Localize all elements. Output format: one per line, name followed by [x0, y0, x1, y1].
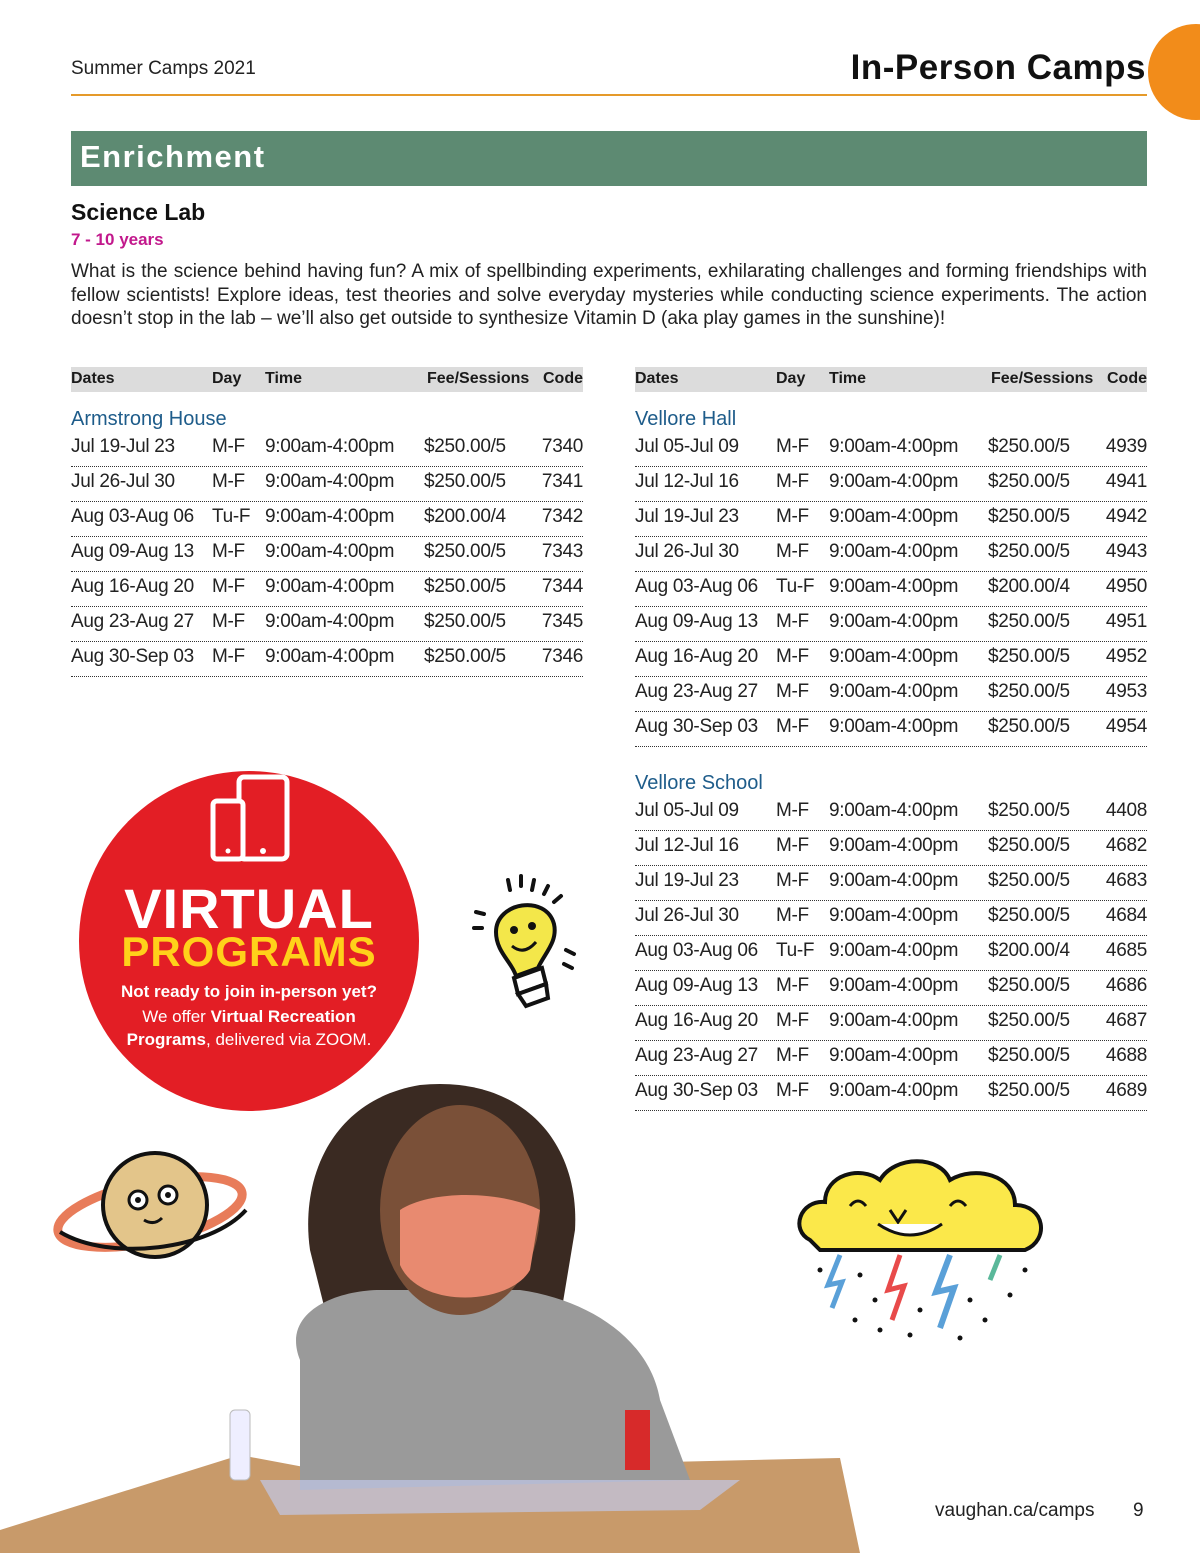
table-row: [635, 712, 1147, 747]
table-row: [635, 796, 1147, 831]
cell-time: 9:00am-4:00pm: [829, 1080, 959, 1101]
cell-time: 9:00am-4:00pm: [829, 940, 959, 961]
cell-dates: Jul 19-Jul 23: [635, 506, 739, 527]
camp-title: Science Lab: [71, 199, 206, 225]
header-title: Summer Camps 2021: [71, 58, 256, 79]
table-row: [635, 642, 1147, 677]
cell-code: 4952: [1105, 646, 1147, 667]
cell-code: 4942: [1105, 506, 1147, 527]
cell-fee: $250.00/5: [988, 800, 1070, 821]
cell-code: 4954: [1105, 716, 1147, 737]
cell-code: 4688: [1105, 1045, 1147, 1066]
table-row: [635, 831, 1147, 866]
cell-day: M-F: [776, 800, 809, 821]
cell-code: 4943: [1105, 541, 1147, 562]
cell-dates: Aug 03-Aug 06: [635, 940, 758, 961]
cell-day: M-F: [776, 681, 809, 702]
cell-fee: $250.00/5: [988, 975, 1070, 996]
header-fee: Fee/Sessions: [427, 370, 530, 387]
page-section-heading: In-Person Camps: [850, 48, 1146, 87]
header-dates: Dates: [71, 370, 115, 387]
header-divider: [71, 94, 1147, 96]
location-heading: Vellore Hall: [635, 408, 737, 430]
cell-code: 4950: [1105, 576, 1147, 597]
cell-code: 4687: [1105, 1010, 1147, 1031]
age-range: 7 - 10 years: [71, 230, 164, 249]
cell-dates: Aug 30-Sep 03: [71, 646, 194, 667]
cell-dates: Aug 23-Aug 27: [635, 1045, 758, 1066]
cell-time: 9:00am-4:00pm: [829, 1045, 959, 1066]
cell-day: M-F: [776, 905, 809, 926]
header-day: Day: [212, 370, 242, 387]
table-row: [71, 607, 583, 642]
cell-code: 4953: [1105, 681, 1147, 702]
section-banner: [71, 131, 1147, 186]
table-row: [635, 971, 1147, 1006]
cell-day: M-F: [776, 870, 809, 891]
cell-time: 9:00am-4:00pm: [829, 436, 959, 457]
cell-code: 4686: [1105, 975, 1147, 996]
cell-fee: $250.00/5: [424, 611, 506, 632]
header-code: Code: [1107, 370, 1147, 387]
header-day: Day: [776, 370, 806, 387]
cell-day: M-F: [776, 835, 809, 856]
cell-time: 9:00am-4:00pm: [829, 506, 959, 527]
header-time: Time: [265, 370, 303, 387]
cell-dates: Aug 09-Aug 13: [635, 611, 758, 632]
cell-day: M-F: [776, 975, 809, 996]
cell-fee: $250.00/5: [424, 471, 506, 492]
cell-fee: $250.00/5: [988, 1010, 1070, 1031]
cell-time: 9:00am-4:00pm: [829, 471, 959, 492]
table-row: [635, 537, 1147, 572]
cell-time: 9:00am-4:00pm: [829, 716, 959, 737]
virtual-question: Not ready to join in-person yet?: [121, 982, 377, 1001]
cell-time: 9:00am-4:00pm: [265, 436, 395, 457]
cell-time: 9:00am-4:00pm: [829, 611, 959, 632]
corner-tab-decoration: [1148, 24, 1200, 120]
cell-time: 9:00am-4:00pm: [829, 835, 959, 856]
location-heading: Armstrong House: [71, 408, 227, 430]
cell-fee: $250.00/5: [988, 541, 1070, 562]
cell-fee: $250.00/5: [988, 681, 1070, 702]
virtual-heading: VIRTUAL: [124, 877, 374, 940]
virtual-description: [109, 1005, 389, 1051]
cell-fee: $250.00/5: [988, 835, 1070, 856]
camp-description: What is the science behind having fun? A mix of spellbinding experiments, exhilarating challenges and forming friendships with fellow scientists! Explore ideas, test theories and solve everyday mysteries while conducting science experiments. The action doesn’t stop in the lab – we’ll also get outside to synthesize Vitamin D (aka play games in the sunshine)!: [71, 261, 1147, 329]
cell-time: 9:00am-4:00pm: [829, 646, 959, 667]
table-body: [635, 408, 1147, 1111]
cell-day: M-F: [212, 646, 245, 667]
child-photo: [0, 1060, 880, 1553]
cell-time: 9:00am-4:00pm: [829, 800, 959, 821]
cell-day: M-F: [776, 506, 809, 527]
cell-dates: Aug 23-Aug 27: [71, 611, 194, 632]
cell-day: M-F: [212, 611, 245, 632]
cell-day: Tu-F: [776, 940, 815, 961]
table-row: [71, 572, 583, 607]
header-code: Code: [543, 370, 583, 387]
cell-code: 4683: [1105, 870, 1147, 891]
cell-time: 9:00am-4:00pm: [829, 681, 959, 702]
schedule-table-right: [635, 367, 1147, 1111]
cell-time: 9:00am-4:00pm: [829, 975, 959, 996]
table-row: [71, 642, 583, 677]
cell-dates: Aug 30-Sep 03: [635, 1080, 758, 1101]
cell-day: M-F: [776, 541, 809, 562]
table-row: [635, 607, 1147, 642]
header-dates: Dates: [635, 370, 679, 387]
cell-time: 9:00am-4:00pm: [265, 646, 395, 667]
cell-fee: $250.00/5: [988, 646, 1070, 667]
tablet-phone-icon: [207, 771, 297, 871]
cell-fee: $250.00/5: [988, 611, 1070, 632]
table-header: [71, 367, 583, 392]
cell-time: 9:00am-4:00pm: [265, 541, 395, 562]
cell-code: 7341: [541, 471, 583, 492]
lightbulb-doodle: [466, 872, 586, 1022]
cell-dates: Jul 26-Jul 30: [635, 541, 739, 562]
virtual-text-a: We offer: [142, 1007, 211, 1026]
table-row: [71, 502, 583, 537]
cell-code: 4939: [1105, 436, 1147, 457]
cell-time: 9:00am-4:00pm: [829, 905, 959, 926]
cell-dates: Aug 16-Aug 20: [635, 646, 758, 667]
table-row: [635, 502, 1147, 537]
cell-time: 9:00am-4:00pm: [265, 506, 395, 527]
page-number: 9: [1133, 1500, 1144, 1521]
cell-code: 7340: [541, 436, 583, 457]
table-row: [635, 866, 1147, 901]
cell-dates: Aug 09-Aug 13: [71, 541, 194, 562]
virtual-text-c: , delivered via ZOOM.: [206, 1030, 372, 1049]
cell-fee: $250.00/5: [988, 1045, 1070, 1066]
cell-dates: Jul 12-Jul 16: [635, 835, 739, 856]
cell-fee: $200.00/4: [424, 506, 506, 527]
cell-code: 4689: [1105, 1080, 1147, 1101]
cell-dates: Aug 30-Sep 03: [635, 716, 758, 737]
cell-fee: $250.00/5: [988, 1080, 1070, 1101]
cell-code: 7346: [541, 646, 583, 667]
cell-code: 7343: [541, 541, 583, 562]
table-row: [71, 432, 583, 467]
footer-url-link[interactable]: vaughan.ca/camps: [935, 1500, 1095, 1521]
schedule-table-left: [71, 367, 583, 677]
cell-day: M-F: [212, 576, 245, 597]
cell-code: 4684: [1105, 905, 1147, 926]
cell-day: Tu-F: [212, 506, 251, 527]
cell-code: 4951: [1105, 611, 1147, 632]
table-row: [635, 677, 1147, 712]
cell-code: 4408: [1105, 800, 1147, 821]
cell-day: M-F: [776, 1080, 809, 1101]
table-row: [635, 936, 1147, 971]
table-body: [71, 408, 583, 677]
cell-dates: Aug 16-Aug 20: [635, 1010, 758, 1031]
cell-time: 9:00am-4:00pm: [265, 576, 395, 597]
virtual-text-b: Virtual Recreation Programs: [126, 1007, 356, 1049]
cell-fee: $250.00/5: [988, 436, 1070, 457]
cell-day: M-F: [776, 1010, 809, 1031]
cell-day: M-F: [776, 1045, 809, 1066]
cell-time: 9:00am-4:00pm: [829, 576, 959, 597]
programs-heading: PROGRAMS: [121, 928, 377, 975]
cell-dates: Aug 03-Aug 06: [71, 506, 194, 527]
cell-fee: $250.00/5: [424, 541, 506, 562]
cell-dates: Jul 12-Jul 16: [635, 471, 739, 492]
cell-code: 4685: [1105, 940, 1147, 961]
cell-code: 7345: [541, 611, 583, 632]
cell-day: M-F: [776, 611, 809, 632]
cell-day: M-F: [776, 646, 809, 667]
table-row: [635, 572, 1147, 607]
table-header: [635, 367, 1147, 392]
table-row: [71, 467, 583, 502]
table-row: [635, 1006, 1147, 1041]
cell-day: M-F: [776, 436, 809, 457]
cell-dates: Jul 05-Jul 09: [635, 436, 739, 457]
table-row: [71, 537, 583, 572]
table-row: [635, 432, 1147, 467]
cell-fee: $250.00/5: [988, 905, 1070, 926]
cell-code: 4682: [1105, 835, 1147, 856]
cell-dates: Jul 26-Jul 30: [71, 471, 175, 492]
cell-day: M-F: [212, 541, 245, 562]
cell-dates: Aug 09-Aug 13: [635, 975, 758, 996]
cell-time: 9:00am-4:00pm: [265, 471, 395, 492]
cell-dates: Aug 03-Aug 06: [635, 576, 758, 597]
header-fee: Fee/Sessions: [991, 370, 1094, 387]
cell-dates: Aug 16-Aug 20: [71, 576, 194, 597]
table-row: [635, 467, 1147, 502]
section-title: Enrichment: [80, 139, 266, 174]
cell-code: 7342: [541, 506, 583, 527]
cell-time: 9:00am-4:00pm: [829, 1010, 959, 1031]
cell-day: M-F: [212, 471, 245, 492]
cell-fee: $250.00/5: [988, 506, 1070, 527]
cell-dates: Jul 19-Jul 23: [71, 436, 175, 457]
cell-day: M-F: [212, 436, 245, 457]
cell-time: 9:00am-4:00pm: [829, 870, 959, 891]
location-heading: Vellore School: [635, 772, 763, 794]
cell-code: 4941: [1105, 471, 1147, 492]
cell-fee: $250.00/5: [988, 716, 1070, 737]
cell-day: Tu-F: [776, 576, 815, 597]
cell-code: 7344: [541, 576, 583, 597]
table-row: [635, 901, 1147, 936]
cell-dates: Jul 19-Jul 23: [635, 870, 739, 891]
cell-dates: Jul 05-Jul 09: [635, 800, 739, 821]
cell-fee: $250.00/5: [424, 646, 506, 667]
cell-day: M-F: [776, 471, 809, 492]
cell-fee: $250.00/5: [988, 870, 1070, 891]
cell-time: 9:00am-4:00pm: [829, 541, 959, 562]
cell-fee: $200.00/4: [988, 940, 1070, 961]
cell-dates: Jul 26-Jul 30: [635, 905, 739, 926]
header-time: Time: [829, 370, 867, 387]
cell-time: 9:00am-4:00pm: [265, 611, 395, 632]
cell-fee: $250.00/5: [424, 436, 506, 457]
cell-dates: Aug 23-Aug 27: [635, 681, 758, 702]
cell-fee: $250.00/5: [988, 471, 1070, 492]
cell-fee: $200.00/4: [988, 576, 1070, 597]
cell-fee: $250.00/5: [424, 576, 506, 597]
cell-day: M-F: [776, 716, 809, 737]
